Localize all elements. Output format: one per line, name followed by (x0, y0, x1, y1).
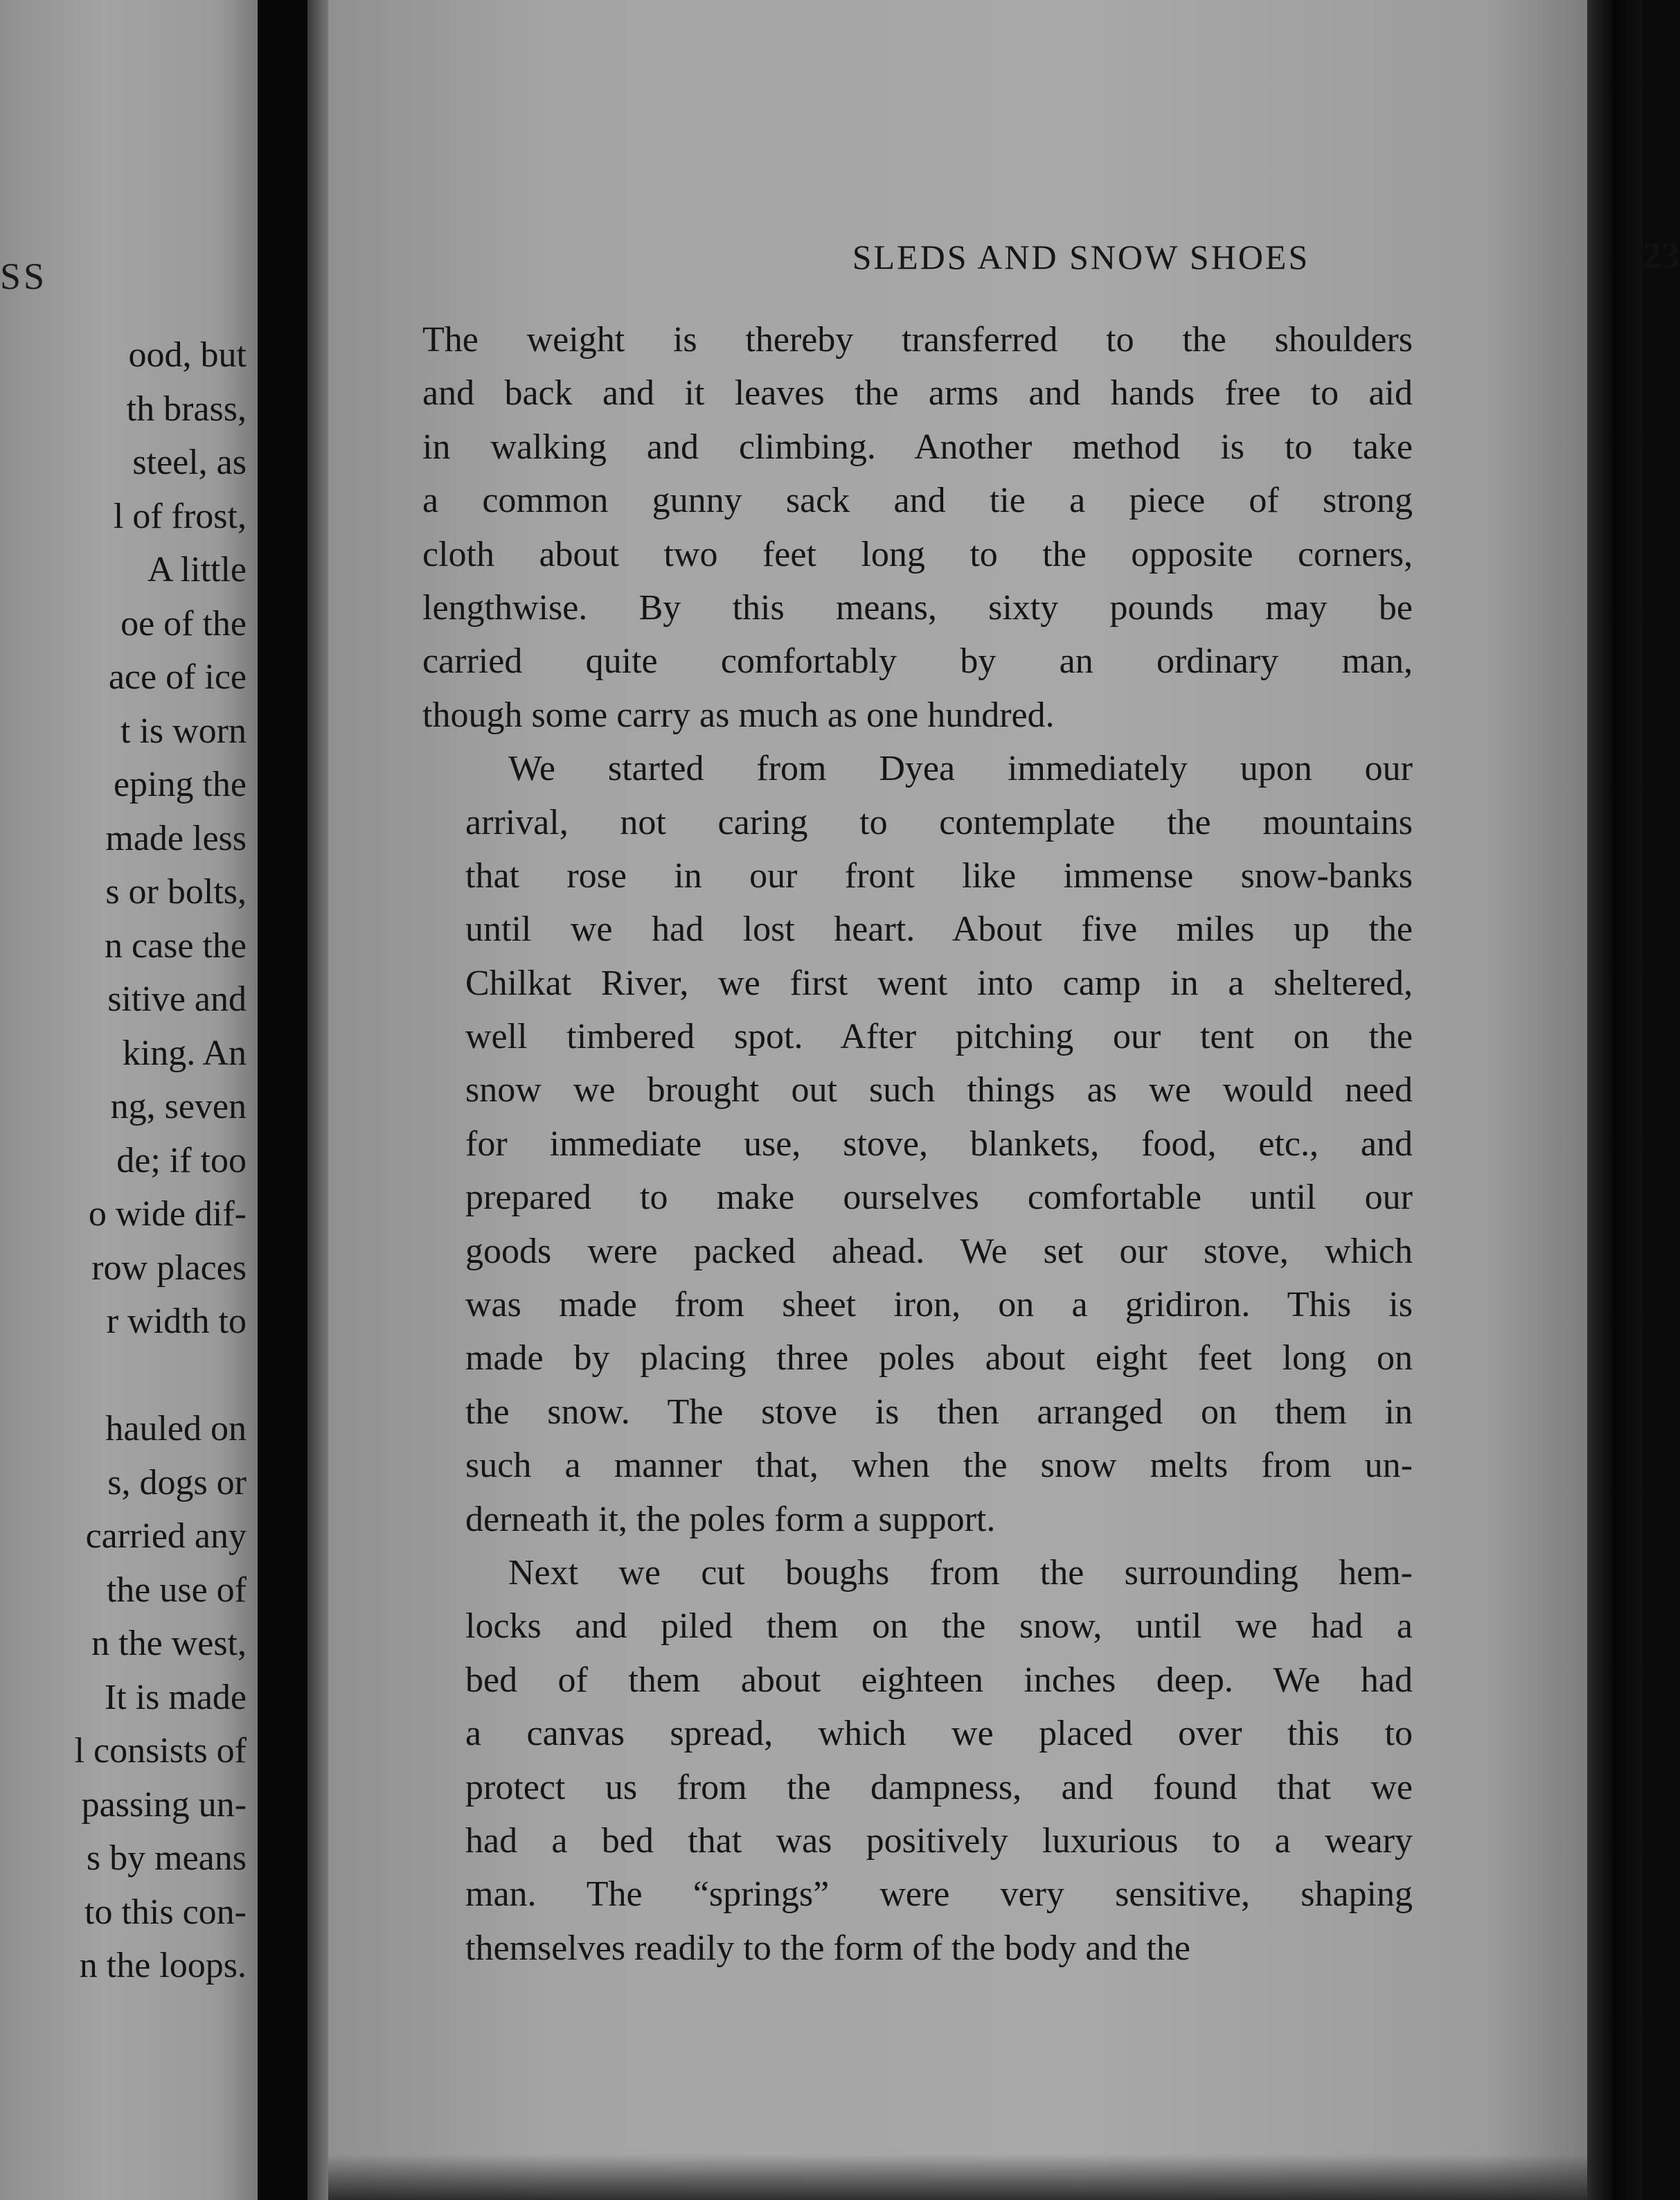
left-page-header-fragment: SS (0, 256, 48, 297)
left-page-line: king. An (122, 1033, 247, 1073)
book-outer-edge (1587, 0, 1643, 2200)
left-page-line: n the west, (91, 1624, 247, 1663)
text-line: a canvas spread, which we placed over this to (465, 1714, 1413, 1754)
text-line: carried quite comfortably by an ordinary man, (422, 641, 1413, 682)
text-line: We started from Dyea immediately upon our (508, 749, 1413, 789)
text-line: for immediate use, stove, blankets, food, etc., and (465, 1124, 1413, 1164)
right-page (328, 0, 1680, 2200)
text-line: cloth about two feet long to the opposite corners, (422, 534, 1413, 574)
left-page-line: sitive and (107, 979, 247, 1019)
text-line: snow we brought out such things as we would need (465, 1070, 1413, 1110)
text-line: lengthwise. By this means, sixty pounds may be (422, 587, 1413, 628)
left-page-text (0, 328, 247, 1993)
left-page-line: l of frost, (113, 496, 247, 536)
text-line: man. The “springs” were very sensitive, shaping (465, 1874, 1413, 1915)
text-line: Chilkat River, we first went into camp in a sheltered, (465, 963, 1413, 1003)
text-line: goods were packed ahead. We set our stove, which (465, 1231, 1413, 1271)
running-title: SLEDS AND SNOW SHOES (852, 238, 1310, 276)
text-line: though some carry as much as one hundred. (422, 695, 1055, 735)
left-page-line: passing un- (81, 1784, 247, 1825)
left-page-line: to this con- (84, 1892, 247, 1932)
text-line: Next we cut boughs from the surrounding hem- (508, 1552, 1413, 1593)
left-page-line: s, dogs or (107, 1462, 247, 1502)
left-page-line: A little (148, 550, 247, 589)
left-page-line: ace of ice (108, 657, 247, 697)
left-page-line: steel, as (132, 443, 247, 482)
running-head (620, 237, 1680, 285)
page-inner-edge (307, 0, 328, 2200)
text-line: a common gunny sack and tie a piece of strong (422, 481, 1413, 521)
left-page-line: ng, seven (110, 1087, 247, 1126)
book-gutter (258, 0, 307, 2200)
text-line: until we had lost heart. About five miles up the (465, 910, 1413, 950)
paragraph (422, 313, 1413, 742)
left-page-line: l consists of (74, 1731, 247, 1771)
page-number: 23 (1643, 235, 1680, 276)
text-line: in walking and climbing. Another method is to take (422, 427, 1413, 467)
text-line: arrival, not caring to contemplate the mountains (465, 802, 1413, 842)
left-page-line: n the loops. (79, 1946, 247, 1985)
left-page-line: r width to (106, 1302, 247, 1341)
text-line: and back and it leaves the arms and hands free to aid (422, 373, 1413, 414)
left-page-line (0, 1349, 247, 1403)
paragraph (422, 1546, 1413, 1975)
text-line: such a manner that, when the snow melts from un- (465, 1446, 1413, 1486)
text-line: made by placing three poles about eight feet long on (465, 1338, 1413, 1378)
text-line: the snow. The stove is then arranged on them in (465, 1392, 1413, 1432)
left-facing-page (0, 0, 258, 2200)
body-text (422, 313, 1413, 1975)
left-page-line: de; if too (116, 1140, 247, 1180)
left-page-line: the use of (106, 1570, 247, 1610)
left-page-line: eping the (113, 765, 247, 804)
left-page-line: s by means (86, 1838, 247, 1878)
text-line: locks and piled them on the snow, until we had a (465, 1606, 1413, 1647)
text-line: that rose in our front like immense snow-banks (465, 855, 1413, 896)
left-page-line: row places (91, 1248, 247, 1288)
left-page-line: It is made (104, 1677, 247, 1717)
left-page-line: n case the (104, 925, 247, 966)
left-page-line: s or bolts, (105, 872, 247, 912)
left-page-line: o wide dif- (88, 1194, 247, 1234)
left-page-line: ood, but (128, 335, 247, 375)
text-line: The weight is thereby transferred to the shoulders (422, 320, 1413, 360)
left-page-line: hauled on (105, 1409, 247, 1448)
left-page-line: oe of the (120, 603, 247, 644)
text-line: prepared to make ourselves comfortable until our (465, 1178, 1413, 1218)
left-page-line: th brass, (126, 389, 247, 429)
paragraph (422, 742, 1413, 1546)
text-line: had a bed that was positively luxurious to a weary (465, 1820, 1413, 1861)
page-bottom-shadow (328, 2154, 1587, 2200)
text-line: themselves readily to the form of the body and the (465, 1928, 1190, 1968)
left-page-line: made less (105, 818, 247, 858)
text-line: well timbered spot. After pitching our tent on the (465, 1017, 1413, 1057)
left-page-line: t is worn (120, 711, 247, 751)
text-line: derneath it, the poles form a support. (465, 1499, 996, 1539)
left-page-line: carried any (85, 1516, 247, 1556)
text-line: protect us from the dampness, and found that we (465, 1767, 1413, 1807)
text-line: bed of them about eighteen inches deep. We had (465, 1660, 1413, 1700)
text-line: was made from sheet iron, on a gridiron. This is (465, 1285, 1413, 1325)
